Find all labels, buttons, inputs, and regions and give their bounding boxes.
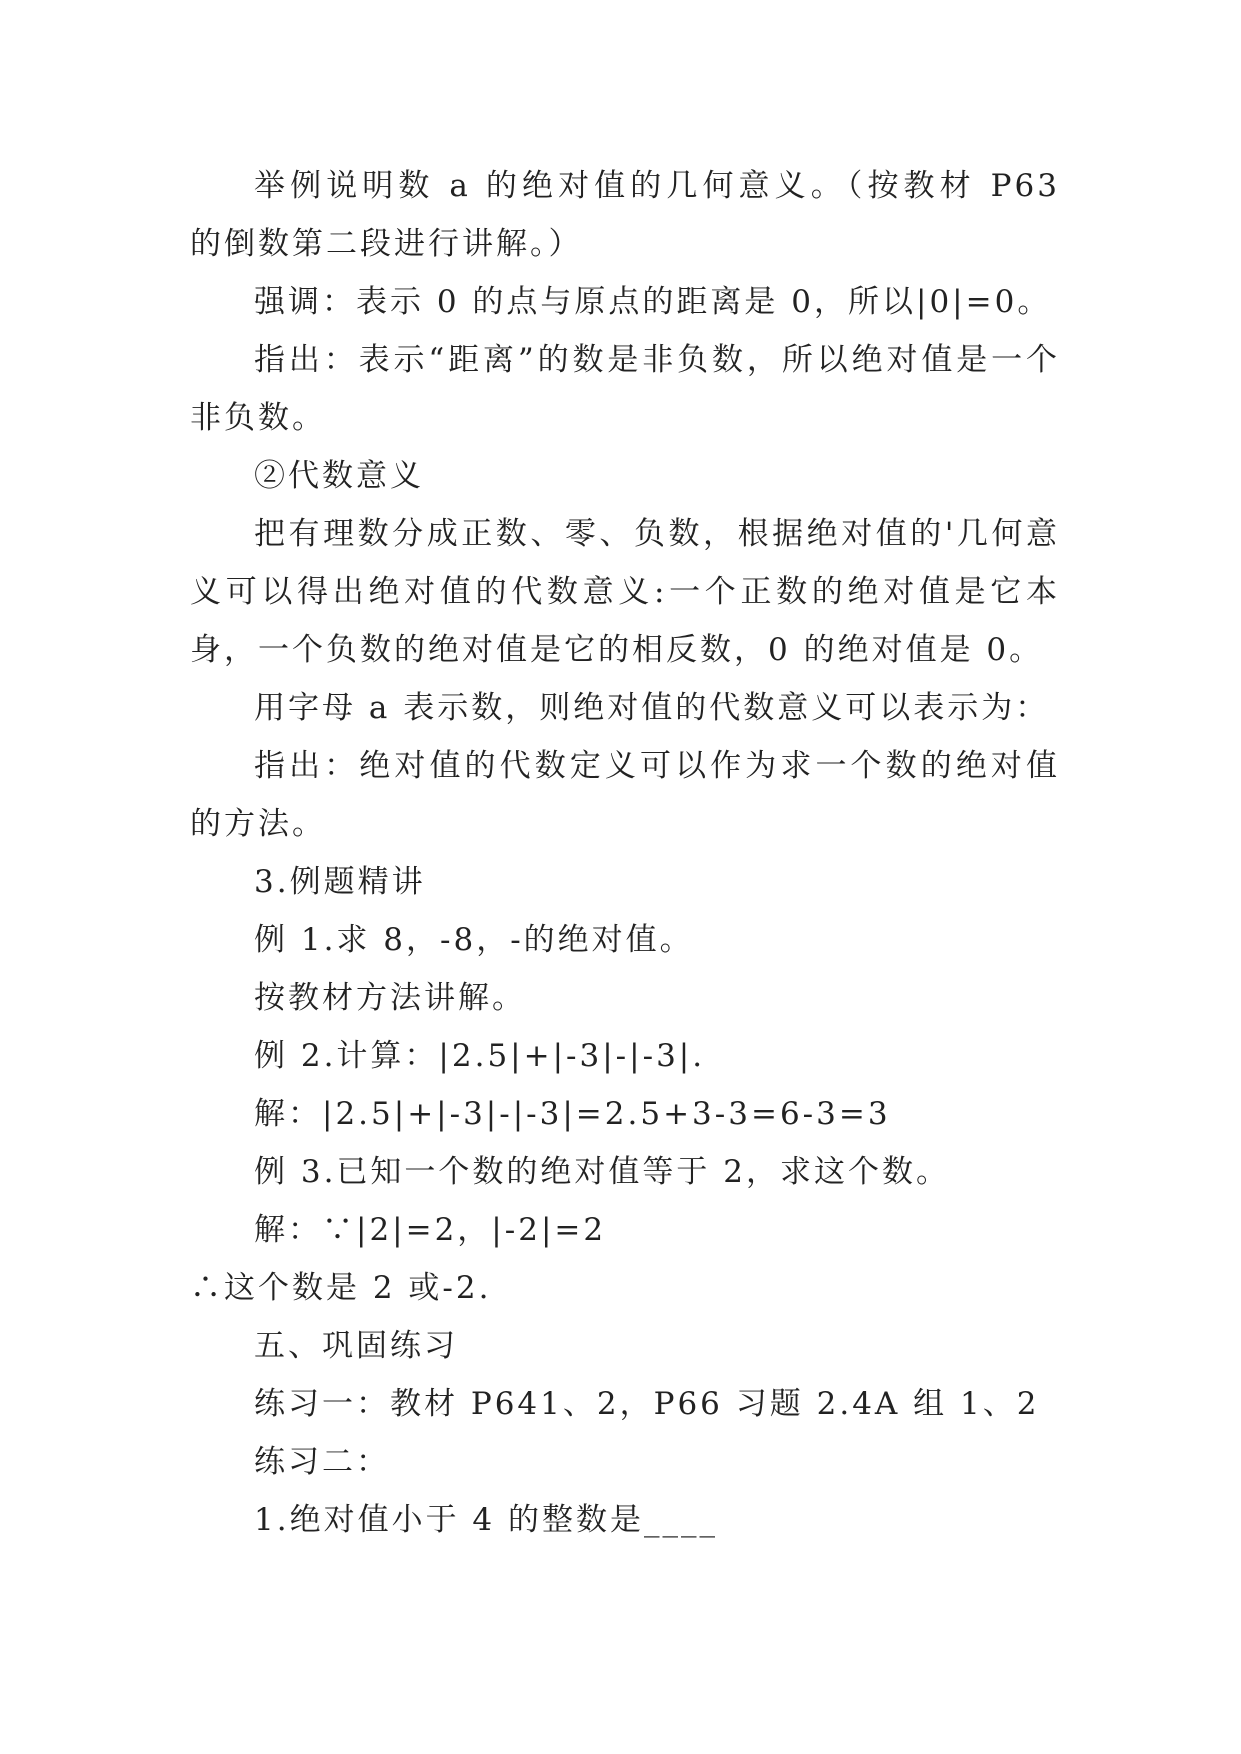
example-1: 例 1.求 8，-8，-的绝对值。 — [254, 922, 694, 958]
paragraph-emphasis-zero: 强调：表示 0 的点与原点的距离是 0，所以|0|=0。 — [254, 284, 1052, 320]
heading-algebraic-meaning: ②代数意义 — [254, 458, 424, 494]
example-3: 例 3.已知一个数的绝对值等于 2，求这个数。 — [254, 1154, 951, 1190]
paragraph-letter-a: 用字母 a 表示数，则绝对值的代数意义可以表示为： — [254, 690, 1050, 726]
paragraph-algebraic-definition: 把有理数分成正数、零、负数，根据绝对值的'几何意义可以得出绝对值的代数意义:一个正数的绝对值是它本身，一个负数的绝对值是它的相反数，0 的绝对值是 0。 — [190, 516, 1060, 668]
practice-2: 练习二： — [254, 1444, 390, 1480]
heading-practice: 五、巩固练习 — [254, 1328, 458, 1364]
example-2: 例 2.计算：|2.5|+|-3|-|-3|. — [254, 1038, 706, 1074]
example-3-conclusion: ∴这个数是 2 或-2. — [190, 1270, 492, 1306]
practice-1: 练习一：教材 P641、2，P66 习题 2.4A 组 1、2 — [254, 1386, 1040, 1422]
paragraph-geometric-meaning-example: 举例说明数 a 的绝对值的几何意义。（按教材 P63 的倒数第二段进行讲解。） — [190, 168, 1073, 262]
paragraph-method: 指出：绝对值的代数定义可以作为求一个数的绝对值的方法。 — [190, 748, 1060, 842]
document-body — [190, 157, 1073, 1549]
practice-2-question-1: 1.绝对值小于 4 的整数是____ — [254, 1502, 719, 1538]
heading-examples: 3.例题精讲 — [254, 864, 426, 900]
paragraph-non-negative: 指出：表示“距离”的数是非负数，所以绝对值是一个非负数。 — [190, 342, 1060, 436]
example-1-note: 按教材方法讲解。 — [254, 980, 526, 1016]
example-2-solution: 解：|2.5|+|-3|-|-3|=2.5+3-3=6-3=3 — [254, 1096, 891, 1132]
example-3-solution: 解：∵|2|=2，|-2|=2 — [254, 1212, 607, 1248]
